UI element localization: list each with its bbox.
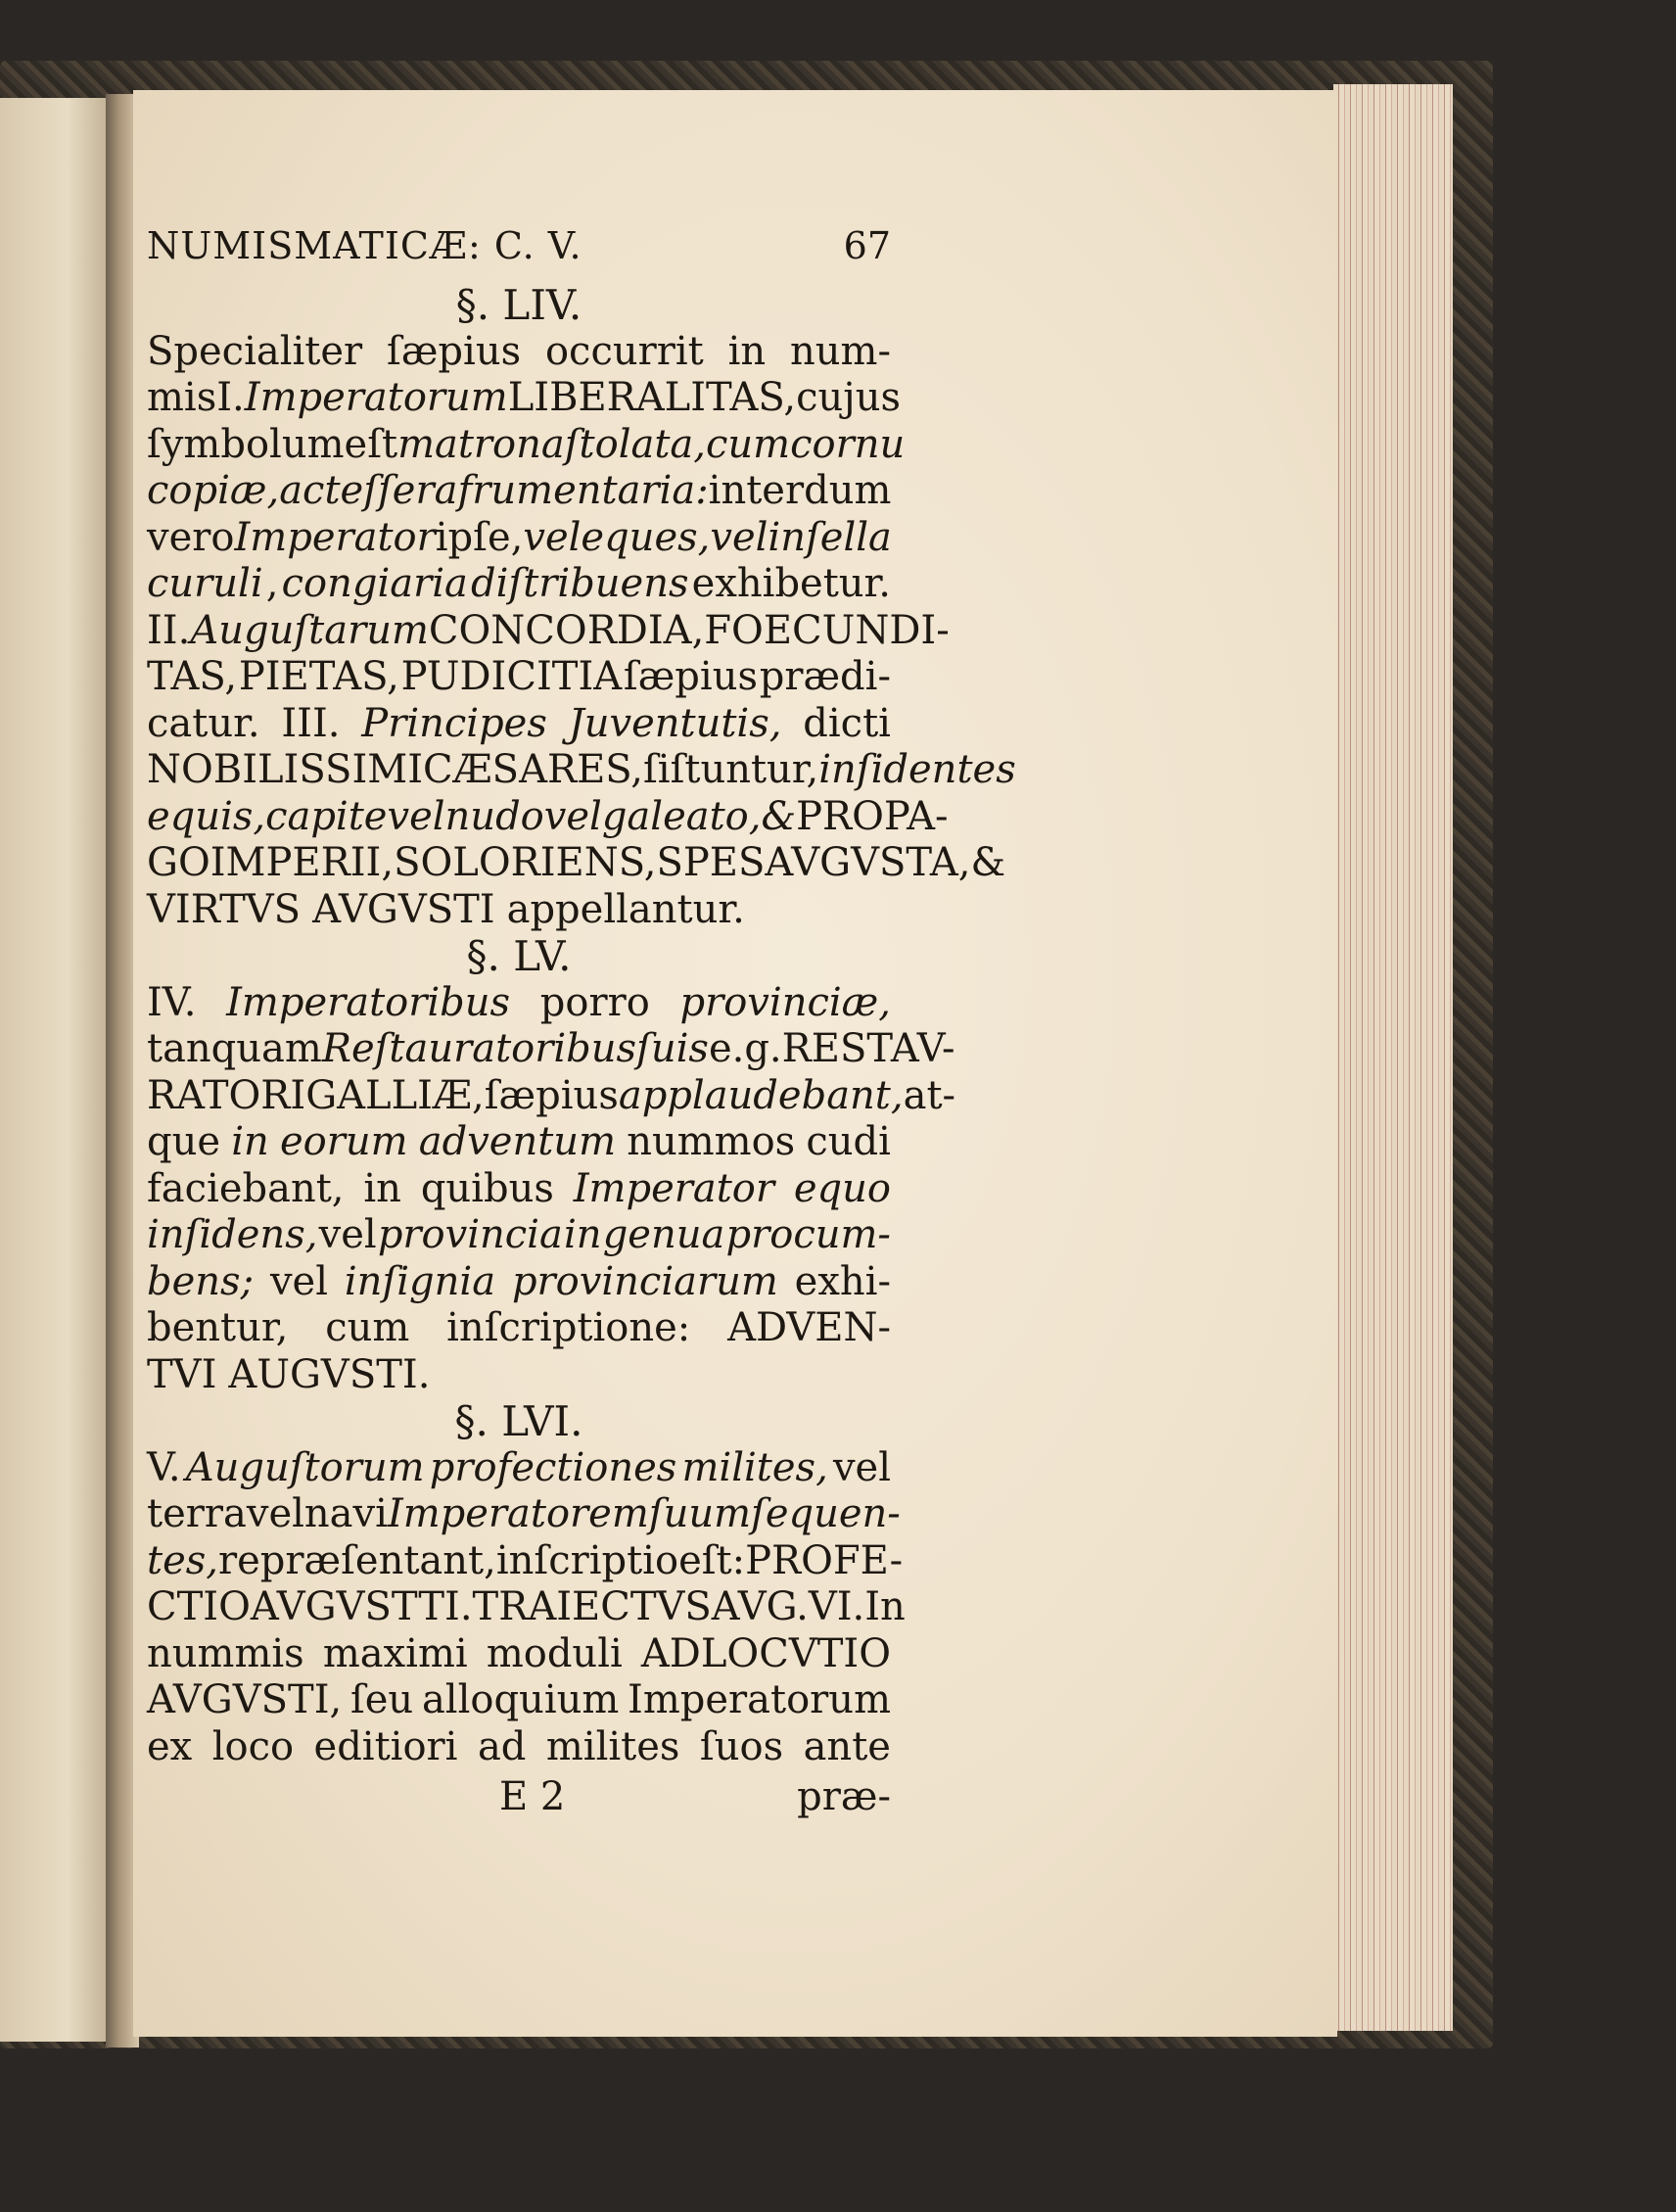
word: cum bbox=[325, 1305, 410, 1350]
word: AVGVSTA, bbox=[765, 840, 971, 885]
word: vel bbox=[318, 1212, 377, 1257]
word: I. bbox=[216, 375, 245, 420]
word: ipſe, bbox=[435, 514, 524, 560]
word: inſcriptione: bbox=[446, 1305, 691, 1350]
word: eques, bbox=[581, 514, 711, 560]
text-line bbox=[147, 1072, 956, 1120]
word: SPES bbox=[656, 840, 766, 885]
word: bentur, bbox=[147, 1305, 289, 1350]
word: cum bbox=[706, 421, 791, 467]
word: CÆSARES, bbox=[423, 747, 643, 792]
left-page-edge bbox=[0, 98, 122, 2042]
text-line bbox=[147, 607, 950, 655]
page-number: 67 bbox=[843, 224, 891, 267]
running-head: NUMISMATICÆ: C. V. bbox=[147, 224, 582, 267]
word: quibus bbox=[420, 1165, 554, 1211]
word: occurrit bbox=[544, 328, 704, 374]
word: procum- bbox=[725, 1212, 891, 1257]
page-footer bbox=[147, 1774, 891, 1823]
word: eorum bbox=[279, 1119, 408, 1164]
word: RATORI bbox=[147, 1072, 306, 1118]
text-line bbox=[147, 468, 891, 515]
word: TRAIECTVS bbox=[472, 1584, 712, 1629]
word: interdum bbox=[708, 468, 892, 513]
word: editiori bbox=[313, 1723, 458, 1769]
word: in bbox=[363, 1165, 401, 1211]
word: ADLOCVTIO bbox=[640, 1630, 891, 1676]
text-line bbox=[147, 515, 891, 562]
word: Specialiter bbox=[147, 328, 363, 374]
text-line bbox=[147, 1491, 901, 1538]
word: Auguſtarum bbox=[190, 607, 429, 653]
word: inſidentes bbox=[818, 747, 1016, 792]
word: Imperator bbox=[573, 1165, 774, 1211]
word: alloquium bbox=[421, 1677, 620, 1722]
word: AVG. bbox=[711, 1584, 809, 1629]
word: appellantur. bbox=[506, 886, 745, 932]
word: ac bbox=[279, 468, 325, 513]
word: vel bbox=[543, 793, 602, 839]
page-header bbox=[147, 223, 891, 282]
section-heading-lvi: §. LVI. bbox=[454, 1397, 583, 1445]
word: tes, bbox=[147, 1537, 218, 1583]
word: galeato, bbox=[601, 793, 762, 839]
word: TAS, bbox=[147, 654, 238, 699]
word: nudo bbox=[444, 793, 544, 839]
text-line bbox=[147, 840, 1006, 887]
catchword: præ- bbox=[797, 1774, 891, 1819]
word: Imperatorem bbox=[387, 1491, 649, 1536]
word: Imperatorum bbox=[628, 1677, 891, 1722]
word: ſuos bbox=[699, 1723, 784, 1769]
text-line bbox=[147, 701, 891, 748]
word: maximi bbox=[322, 1630, 468, 1676]
text-line bbox=[147, 1677, 891, 1724]
word: milites, bbox=[681, 1444, 828, 1490]
word: at- bbox=[903, 1072, 956, 1118]
word: porro bbox=[539, 979, 650, 1025]
word: terra bbox=[147, 1491, 247, 1536]
word: e.g. bbox=[708, 1026, 782, 1071]
text-line bbox=[147, 654, 891, 701]
word: teſſera bbox=[324, 468, 458, 513]
word: vero bbox=[147, 514, 235, 560]
word: IV. bbox=[147, 979, 197, 1025]
word: & bbox=[761, 793, 797, 839]
word: milites bbox=[545, 1723, 680, 1769]
word: TVI bbox=[147, 1351, 217, 1397]
word: exhibetur. bbox=[691, 561, 891, 606]
word: RESTAV- bbox=[781, 1026, 955, 1071]
word: FOECUNDI- bbox=[704, 607, 950, 653]
word: Imperatorum bbox=[244, 375, 508, 420]
word: catur. bbox=[147, 700, 260, 746]
text-line bbox=[147, 421, 906, 469]
word: provinciarum bbox=[511, 1258, 778, 1304]
word: LIBERALITAS, bbox=[507, 375, 797, 420]
word: III. bbox=[281, 700, 341, 746]
word: vel bbox=[710, 514, 768, 560]
word: vel bbox=[269, 1258, 328, 1304]
word: ſella bbox=[805, 514, 892, 560]
text-line bbox=[147, 1352, 891, 1399]
word: genua bbox=[602, 1212, 725, 1257]
word: ſuis bbox=[636, 1026, 709, 1071]
word: eſt bbox=[344, 421, 398, 467]
word: copiæ, bbox=[147, 468, 280, 513]
word: ſuum bbox=[648, 1491, 752, 1536]
section-lvi-body bbox=[147, 1444, 906, 1771]
word: equis, bbox=[147, 793, 266, 839]
word: VIRTVS bbox=[147, 886, 302, 932]
word: ex bbox=[147, 1723, 193, 1769]
word: ſæpius bbox=[484, 1072, 619, 1118]
word: exhi- bbox=[794, 1258, 891, 1304]
word: applaudebant, bbox=[618, 1072, 904, 1118]
word: provincia bbox=[377, 1212, 563, 1257]
word: IMPERII, bbox=[210, 840, 395, 885]
word: GO bbox=[147, 840, 210, 885]
word: moduli bbox=[486, 1630, 623, 1676]
word: vel bbox=[523, 514, 582, 560]
word: in bbox=[727, 328, 767, 374]
text-line bbox=[147, 1305, 891, 1352]
word: II. bbox=[147, 607, 191, 653]
text-line bbox=[147, 329, 891, 376]
word: SOL bbox=[394, 840, 479, 885]
word: NOBILISSIMI bbox=[147, 747, 424, 792]
word: AVGVSTTI. bbox=[250, 1584, 473, 1629]
word: Juventutis, bbox=[568, 700, 782, 746]
word: mis bbox=[147, 375, 217, 420]
signature-mark: E 2 bbox=[499, 1774, 566, 1819]
word: ante bbox=[803, 1723, 891, 1769]
word: PUDICITIA bbox=[400, 654, 623, 699]
word: CONCORDIA, bbox=[428, 607, 705, 653]
text-line bbox=[147, 1584, 906, 1631]
text-line bbox=[147, 561, 891, 608]
word: equo bbox=[793, 1165, 891, 1211]
word: loco bbox=[211, 1723, 295, 1769]
text-line bbox=[147, 1724, 891, 1771]
word: tanquam bbox=[147, 1026, 322, 1071]
text-line bbox=[147, 1631, 891, 1678]
word: VI. bbox=[808, 1584, 865, 1629]
word: in bbox=[768, 514, 806, 560]
word: V. bbox=[147, 1444, 181, 1490]
word: vel bbox=[246, 1491, 304, 1536]
word: In bbox=[864, 1584, 906, 1629]
word: vel bbox=[832, 1444, 891, 1490]
text-line bbox=[147, 1212, 891, 1259]
text-line bbox=[147, 887, 891, 934]
word: profectiones bbox=[429, 1444, 677, 1490]
word: capite bbox=[265, 793, 388, 839]
text-line bbox=[147, 1166, 891, 1213]
word: matrona bbox=[397, 421, 565, 467]
word: inſcriptio bbox=[495, 1537, 679, 1583]
word: cudi bbox=[806, 1119, 891, 1164]
word: bens; bbox=[147, 1258, 255, 1304]
section-heading-lv: §. LV. bbox=[466, 932, 572, 980]
word: , bbox=[265, 561, 279, 606]
word: GALLIÆ, bbox=[305, 1072, 485, 1118]
word: ADVEN- bbox=[727, 1305, 891, 1350]
word: ſæpius bbox=[623, 654, 758, 699]
text-line bbox=[147, 793, 949, 841]
text-line bbox=[147, 1119, 891, 1166]
word: adventum bbox=[418, 1119, 616, 1164]
word: dicti bbox=[803, 700, 891, 746]
word: ſiſtuntur, bbox=[642, 747, 819, 792]
word: ſeu bbox=[349, 1677, 414, 1722]
word: ſequen- bbox=[751, 1491, 901, 1536]
word: congiaria bbox=[281, 561, 468, 606]
word: inſidens, bbox=[147, 1212, 318, 1257]
text-line bbox=[147, 1537, 904, 1585]
word: num- bbox=[789, 328, 891, 374]
text-line bbox=[147, 1259, 891, 1306]
word: repræſentant, bbox=[218, 1537, 496, 1583]
word: CTIO bbox=[147, 1584, 251, 1629]
word: PIETAS, bbox=[238, 654, 399, 699]
word: ORIENS, bbox=[478, 840, 657, 885]
word: cornu bbox=[790, 421, 906, 467]
word: in bbox=[563, 1212, 602, 1257]
word: faciebant, bbox=[147, 1165, 345, 1211]
word: eſt: bbox=[678, 1537, 746, 1583]
word: Imperatoribus bbox=[226, 979, 511, 1025]
word: inſignia bbox=[344, 1258, 496, 1304]
word: in bbox=[231, 1119, 269, 1164]
word: AVGVSTI, bbox=[147, 1677, 343, 1722]
word: diſtribuens bbox=[471, 561, 689, 606]
word: navi bbox=[303, 1491, 388, 1536]
word: & bbox=[970, 840, 1006, 885]
word: Auguſtorum bbox=[185, 1444, 425, 1490]
word: ſymbolum bbox=[147, 421, 345, 467]
word: que bbox=[147, 1119, 221, 1164]
word: PROFE- bbox=[745, 1537, 904, 1583]
word: prædi- bbox=[759, 654, 891, 699]
word: cujus bbox=[796, 375, 901, 420]
word: ad bbox=[477, 1723, 527, 1769]
word: Reſtauratoribus bbox=[321, 1026, 637, 1071]
text-line bbox=[147, 1445, 891, 1492]
word: ſtolata, bbox=[564, 421, 706, 467]
word: Imperator bbox=[234, 514, 436, 560]
page-block-edges bbox=[1333, 84, 1453, 2031]
word: frumentaria: bbox=[457, 468, 709, 513]
text-line bbox=[147, 980, 891, 1027]
text-line bbox=[147, 747, 1016, 794]
word: curuli bbox=[147, 561, 263, 606]
word: ſæpius bbox=[387, 328, 522, 374]
word: nummos bbox=[627, 1119, 796, 1164]
text-line bbox=[147, 375, 901, 422]
section-heading-liv: §. LIV. bbox=[455, 281, 582, 329]
word: vel bbox=[387, 793, 445, 839]
word: AUGVSTI. bbox=[228, 1351, 431, 1397]
section-liv-body bbox=[147, 328, 1016, 934]
section-lv-body bbox=[147, 979, 956, 1399]
word: nummis bbox=[147, 1630, 304, 1676]
text-line bbox=[147, 1026, 955, 1073]
page-text bbox=[147, 223, 1016, 1823]
word: PROPA- bbox=[796, 793, 949, 839]
word: AVGVSTI bbox=[312, 886, 495, 932]
word: Principes bbox=[361, 700, 547, 746]
word: provinciæ, bbox=[679, 979, 891, 1025]
